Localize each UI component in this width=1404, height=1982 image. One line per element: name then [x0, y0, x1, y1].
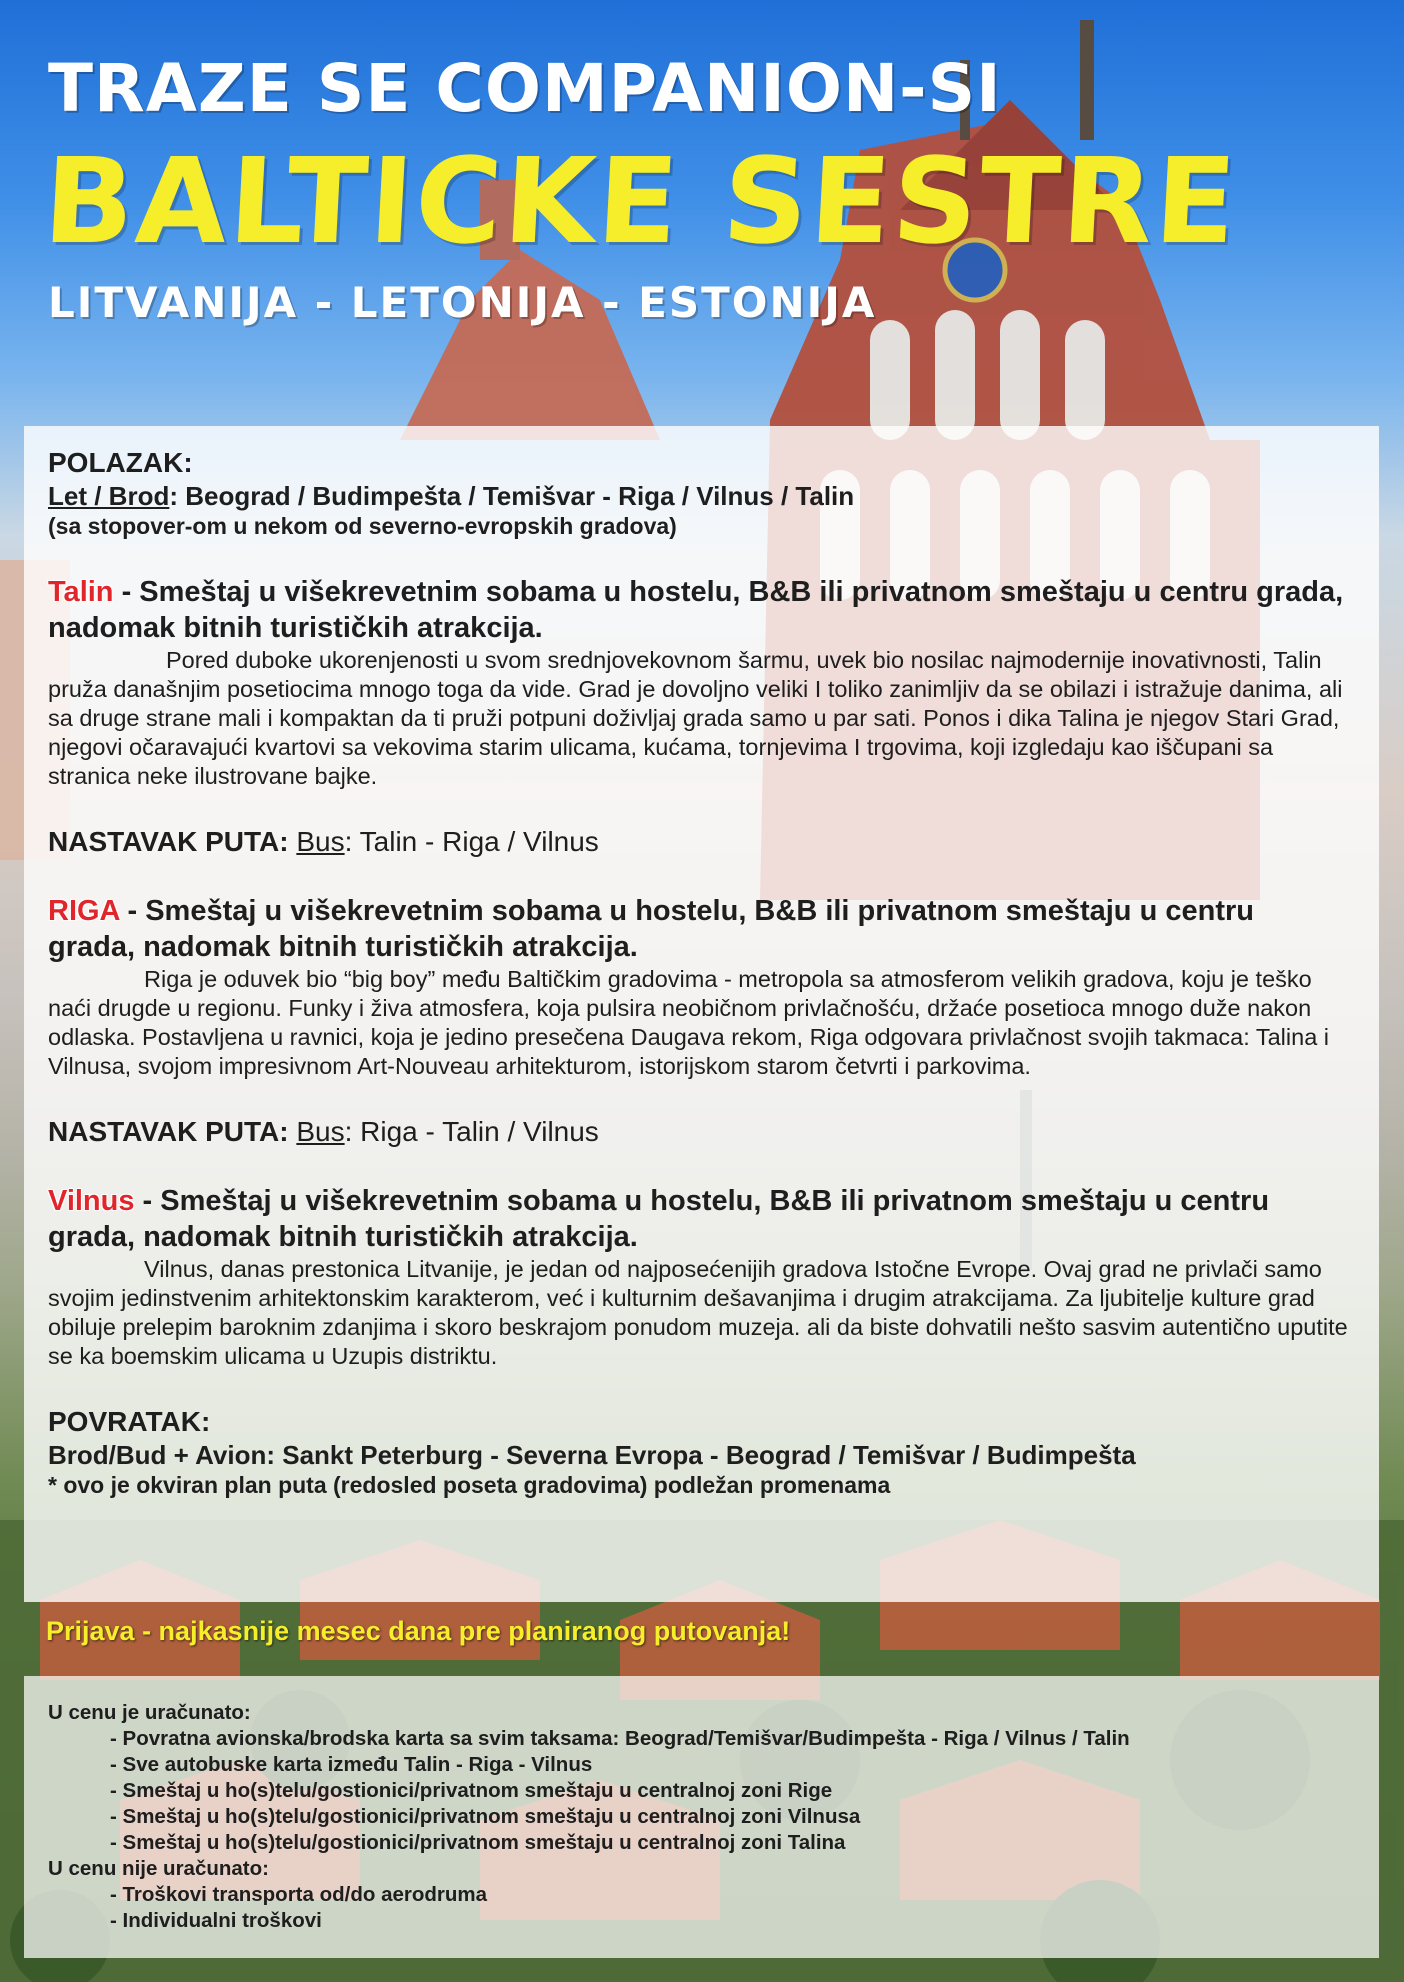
not-included-title: U cenu nije uračunato:	[48, 1857, 269, 1880]
talin-city-name: Talin	[48, 576, 114, 608]
continuation-2-route: : Riga - Talin / Vilnus	[344, 1116, 599, 1147]
talin-description: Pored duboke ukorenjenosti u svom srednjovekovnom šarmu, uvek bio nosilac najmodernije inovativnosti, Talin pruža današnjim posetiocima mnogo toga da vide. Grad je dovoljno veliki I toliko zanimljiv da se obilazi i istražuje danima, ali sa druge strane mali i kompaktan da ti pruži potpuni doživljaj grada samo u par sati. Ponos i dika Talina je njegov Stari Grad, njegovi očaravajući kvartovi sa vekovima starim ulicama, kućama, tornjevima I trgovima, koji izgledaju kao iščupani sa stranica neke ilustrovane bajke.	[48, 647, 1343, 789]
vilnus-headline-text: - Smeštaj u višekrevetnim sobama u hostelu, B&B ili privatnom smeštaju u centru grada, nadomak bitnih turističkih atrakcija.	[48, 1185, 1270, 1253]
vilnus-headline	[48, 1183, 1348, 1255]
not-included-item: - Individualni troškovi	[110, 1909, 322, 1932]
included-item: - Smeštaj u ho(s)telu/gostionici/privatnom smeštaju u centralnoj zoni Talina	[110, 1831, 846, 1854]
vilnus-description: Vilnus, danas prestonica Litvanije, je jedan od najposećenijih gradova Istočne Evrope. Ovaj grad ne privlači samo svojim jedinstvenim arhitektonskim karakterom, već i kulturnim dešavanjima i drugim atrakcijama. Za ljubitelje kulture grad obiluje prelepim baroknim zdanjima i skoro beskrajom ponudom muzeja. ali da biste dohvatili nešto sasvim autentično uputite se ka boemskim ulicama u Uzupis distriktu.	[48, 1256, 1348, 1369]
riga-city-name: RIGA	[48, 895, 120, 927]
return-title: POVRATAK:	[48, 1406, 211, 1437]
talin-headline-text: - Smeštaj u višekrevetnim sobama u hostelu, B&B ili privatnom smeštaju u centru grada, nadomak bitnih turističkih atrakcija.	[48, 576, 1344, 644]
talin-headline	[48, 574, 1348, 646]
departure-note: (sa stopover-om u nekom od severno-evropskih gradova)	[48, 513, 677, 539]
continuation-1	[48, 825, 1348, 859]
included-item: - Povratna avionska/brodska karta sa svim taksama: Beograd/Temišvar/Budimpešta - Riga / Vilnus / Talin	[110, 1727, 1130, 1750]
included-item: - Sve autobuske karta između Talin - Riga - Vilnus	[110, 1753, 593, 1776]
vilnus-city-name: Vilnus	[48, 1185, 135, 1217]
continuation-1-label: NASTAVAK PUTA:	[48, 826, 297, 857]
included-title: U cenu je uračunato:	[48, 1701, 251, 1724]
registration-deadline: Prijava - najkasnije mesec dana pre planiranog putovanja!	[46, 1616, 791, 1646]
itinerary-content	[48, 446, 1348, 1499]
return-note: * ovo je okviran plan puta (redosled poseta gradovima) podležan promenama	[48, 1472, 891, 1498]
header-countries: LITVANIJA - LETONIJA - ESTONIJA	[48, 278, 877, 327]
riga-headline	[48, 893, 1348, 965]
continuation-1-mode: Bus	[296, 826, 345, 857]
riga-description: Riga je oduvek bio “big boy” među Baltičkim gradovima - metropola sa atmosferom velikih gradova, koju je teško naći drugde u regionu. Funky i živa atmosfera, koja pulsira neobičnom privlačnošću, držaće posetioca mnogo duže nakon odlaska. Postavljena u ravnici, koja je jedino presečena Daugava rekom, Riga odgovara privlačnost svojih takmaca: Talina i Vilnusa, svojom impresivnom Art-Nouveau arhitekturom, istorijskom starom četvrti i parkovima.	[48, 966, 1330, 1079]
included-item: - Smeštaj u ho(s)telu/gostionici/privatnom smeštaju u centralnoj zoni Rige	[110, 1779, 833, 1802]
departure-route-label: Let / Brod	[48, 481, 170, 511]
included-item: - Smeštaj u ho(s)telu/gostionici/privatnom smeštaju u centralnoj zoni Vilnusa	[110, 1805, 861, 1828]
riga-headline-text: - Smeštaj u višekrevetnim sobama u hostelu, B&B ili privatnom smeštaju u centru grada, nadomak bitnih turističkih atrakcija.	[48, 895, 1254, 963]
header-tagline: TRAZE SE COMPANION-SI	[48, 50, 1002, 127]
continuation-2	[48, 1115, 1348, 1149]
header-title: BALTICKE SESTRE	[40, 132, 1242, 270]
return-route: Brod/Bud + Avion: Sankt Peterburg - Severna Evropa - Beograd / Temišvar / Budimpešta	[48, 1440, 1136, 1470]
departure-route-value: : Beograd / Budimpešta / Temišvar - Riga / Vilnus / Talin	[169, 481, 855, 511]
continuation-2-label: NASTAVAK PUTA:	[48, 1116, 297, 1147]
price-details	[48, 1700, 1368, 1934]
departure-route	[48, 480, 1348, 512]
departure-title: POLAZAK:	[48, 447, 193, 478]
continuation-1-route: : Talin - Riga / Vilnus	[344, 826, 599, 857]
continuation-2-mode: Bus	[296, 1116, 345, 1147]
not-included-item: - Troškovi transporta od/do aerodruma	[110, 1883, 488, 1906]
